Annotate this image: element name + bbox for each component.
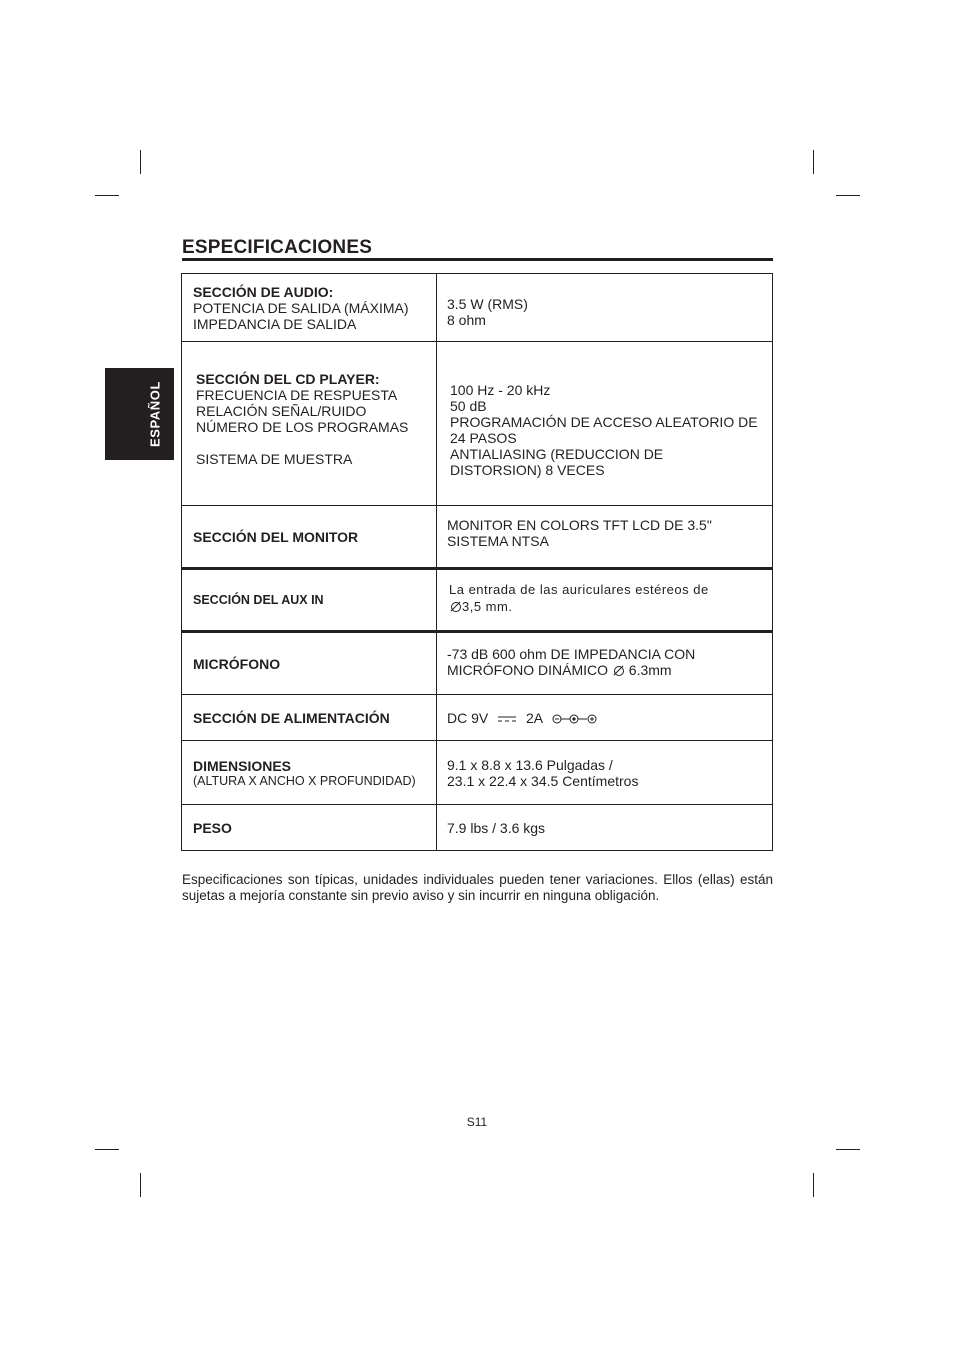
dimensions-cm: 23.1 x 22.4 x 34.5 Centímetros <box>447 772 639 789</box>
diameter-icon <box>613 665 624 676</box>
power-voltage: DC 9V <box>447 709 489 726</box>
crop-mark <box>836 1149 860 1150</box>
power-label: SECCIÓN DE ALIMENTACIÓN <box>193 709 390 726</box>
cd-sampling-label: SISTEMA DE MUESTRA <box>196 450 353 467</box>
crop-mark <box>813 1173 814 1197</box>
aux-value-line-2: 3,5 mm. <box>449 598 772 615</box>
weight-value-cell <box>437 805 773 851</box>
cd-label-cell <box>182 342 437 506</box>
cd-heading: SECCIÓN DEL CD PLAYER: <box>196 370 380 387</box>
audio-output-power-label: POTENCIA DE SALIDA (MÁXIMA) <box>193 299 409 316</box>
cd-programs-label: NÚMERO DE LOS PROGRAMAS <box>196 418 409 435</box>
monitor-row <box>182 506 773 569</box>
audio-impedance-value: 8 ohm <box>447 311 486 328</box>
crop-mark <box>836 195 860 196</box>
dimensions-label: DIMENSIONES <box>193 757 292 774</box>
audio-heading: SECCIÓN DE AUDIO: <box>193 283 334 300</box>
aux-value-line-1: La entrada de las auriculares estéreos de <box>449 582 709 597</box>
dimensions-sublabel: (ALTURA X ANCHO X PROFUNDIDAD) <box>193 773 416 788</box>
mic-label-cell <box>182 632 437 695</box>
dimensions-label-cell <box>182 741 437 805</box>
weight-label-cell <box>182 805 437 851</box>
power-value-cell <box>437 695 773 741</box>
crop-mark <box>140 150 141 174</box>
cd-sampling-value-2: DISTORSION) 8 VECES <box>450 461 605 478</box>
power-value <box>437 710 772 726</box>
dimensions-inches: 9.1 x 8.8 x 13.6 Pulgadas / <box>447 756 613 773</box>
cd-row <box>182 342 773 506</box>
monitor-value-cell <box>437 506 773 569</box>
crop-mark <box>813 150 814 174</box>
cd-value-cell <box>437 342 773 506</box>
power-current: 2A <box>526 709 543 726</box>
audio-row <box>182 274 773 342</box>
power-label-cell <box>182 695 437 741</box>
cd-programs-value-2: 24 PASOS <box>450 429 517 446</box>
mic-value-line-2: MICRÓFONO DINÁMICO 6.3mm <box>447 661 672 678</box>
mic-value-line-1: -73 dB 600 ohm DE IMPEDANCIA CON <box>447 645 696 662</box>
audio-value-cell <box>437 274 773 342</box>
monitor-system-value: SISTEMA NTSA <box>447 532 549 549</box>
cd-frequency-label: FRECUENCIA DE RESPUESTA <box>196 386 398 403</box>
monitor-type-value: MONITOR EN COLORS TFT LCD DE 3.5" <box>447 516 712 533</box>
dimensions-row <box>182 741 773 805</box>
language-tab-label: ESPAÑOL <box>147 380 163 448</box>
audio-output-power-value: 3.5 W (RMS) <box>447 295 528 312</box>
mic-row <box>182 632 773 695</box>
footnote: Especificaciones son típicas, unidades individuales pueden tener variaciones. Ellos (ellas) están sujetas a mejoría constante sin previo aviso y sin incurrir en ninguna obligación. <box>182 872 773 903</box>
dimensions-value-cell <box>437 741 773 805</box>
weight-value: 7.9 lbs / 3.6 kgs <box>447 819 546 836</box>
mic-label: MICRÓFONO <box>193 655 281 672</box>
weight-label: PESO <box>193 819 232 836</box>
monitor-label: SECCIÓN DEL MONITOR <box>193 528 359 545</box>
aux-row <box>182 569 773 632</box>
specifications-table <box>181 273 773 851</box>
cd-frequency-value: 100 Hz - 20 kHz <box>450 381 551 398</box>
title-rule <box>182 258 773 261</box>
crop-mark <box>95 1149 119 1150</box>
cd-snr-label: RELACIÓN SEÑAL/RUIDO <box>196 402 367 419</box>
mic-value-cell <box>437 632 773 695</box>
aux-value-cell <box>437 569 773 632</box>
diameter-icon <box>450 601 461 612</box>
monitor-label-cell <box>182 506 437 569</box>
cd-snr-value: 50 dB <box>450 397 487 414</box>
crop-mark <box>140 1173 141 1197</box>
page-title: ESPECIFICACIONES <box>182 237 373 258</box>
audio-label-cell <box>182 274 437 342</box>
polarity-icon <box>552 713 598 725</box>
language-tab <box>105 368 174 460</box>
cd-sampling-value: ANTIALIASING (REDUCCION DE <box>450 445 664 462</box>
cd-programs-value: PROGRAMACIÓN DE ACCESO ALEATORIO DE <box>450 413 758 430</box>
crop-mark <box>95 195 119 196</box>
power-row <box>182 695 773 741</box>
page-number: S11 <box>466 1115 488 1129</box>
audio-impedance-label: IMPEDANCIA DE SALIDA <box>193 315 357 332</box>
dc-symbol-icon <box>498 715 516 723</box>
aux-label-cell <box>182 569 437 632</box>
aux-label: SECCIÓN DEL AUX IN <box>193 593 324 607</box>
weight-row <box>182 805 773 851</box>
